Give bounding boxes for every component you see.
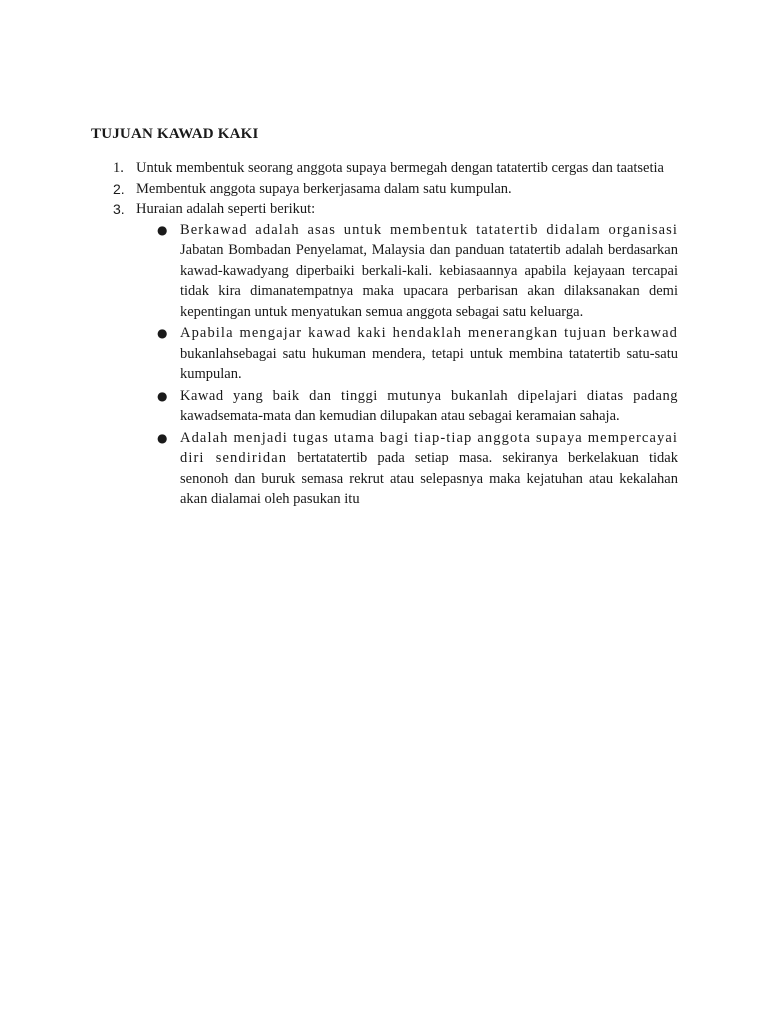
list-item-3 xyxy=(0,199,768,510)
list-item-text: Membentuk anggota supaya berkerjasama dalam satu kumpulan. xyxy=(136,180,512,197)
bullet-text-lead: Adalah menjadi tugas utama bagi tiap-tiap anggota supaya mempercayai diri sendiridan xyxy=(180,429,678,466)
bullet-icon: ● xyxy=(157,430,168,445)
list-number: 3. xyxy=(113,201,125,217)
bullet-text xyxy=(180,428,678,510)
list-item-text: Huraian adalah seperti berikut: xyxy=(136,201,316,217)
bullet-text-rest: Jabatan Bombadan Penyelamat, Malaysia dan panduan tatatertib adalah berdasarkan kawad-kawadyang diperbaiki berkali-kali. kebiasaannya apabila kejayaan tercapai tidak kira dimanatempatnya maka upacara perbarisan akan dilaksanakan demi kepentingan untuk menyatukan semua anggota sebagai satu keluarga. xyxy=(180,242,678,320)
explanation-bullets xyxy=(0,220,768,510)
bullet-text-lead: Apabila mengajar kawad kaki hendaklah menerangkan tujuan berkawad xyxy=(180,325,678,341)
list-item-1 xyxy=(0,158,768,179)
bullet-text-rest: kawadsemata-mata dan kemudian dilupakan atau sebagai keramaian sahaja. xyxy=(180,408,620,424)
bullet-icon: ● xyxy=(157,326,168,340)
bullet-item-1 xyxy=(0,220,768,323)
list-item-text: Untuk membentuk seorang anggota supaya bermegah dengan tatatertib cergas dan taatsetia xyxy=(136,160,664,176)
bullet-text-rest: bertatatertib pada setiap masa. sekiranya berkelakuan tidak senonoh dan buruk semasa rekrut atau selepasnya maka kejatuhan atau kekalahan akan dialamai oleh pasukan itu xyxy=(180,450,678,507)
list-item-2 xyxy=(0,179,768,200)
bullet-icon: ● xyxy=(157,222,168,237)
bullet-item-3 xyxy=(0,386,768,427)
document-heading: TUJUAN KAWAD KAKI xyxy=(91,126,259,142)
bullet-text xyxy=(180,386,678,427)
bullet-item-2 xyxy=(0,323,768,385)
bullet-text-lead: Kawad yang baik dan tinggi mutunya bukanlah dipelajari diatas padang xyxy=(180,387,678,404)
list-number: 2. xyxy=(113,180,125,197)
bullet-text xyxy=(180,220,678,323)
objectives-list xyxy=(0,158,768,511)
bullet-text-lead: Berkawad adalah asas untuk membentuk tatatertib didalam organisasi xyxy=(180,221,678,238)
bullet-text xyxy=(180,323,678,385)
bullet-text-rest: bukanlahsebagai satu hukuman mendera, tetapi untuk membina tatatertib satu-satu kumpulan. xyxy=(180,345,678,382)
list-number: 1. xyxy=(113,160,124,176)
bullet-item-4 xyxy=(0,428,768,510)
bullet-icon: ● xyxy=(157,388,168,403)
